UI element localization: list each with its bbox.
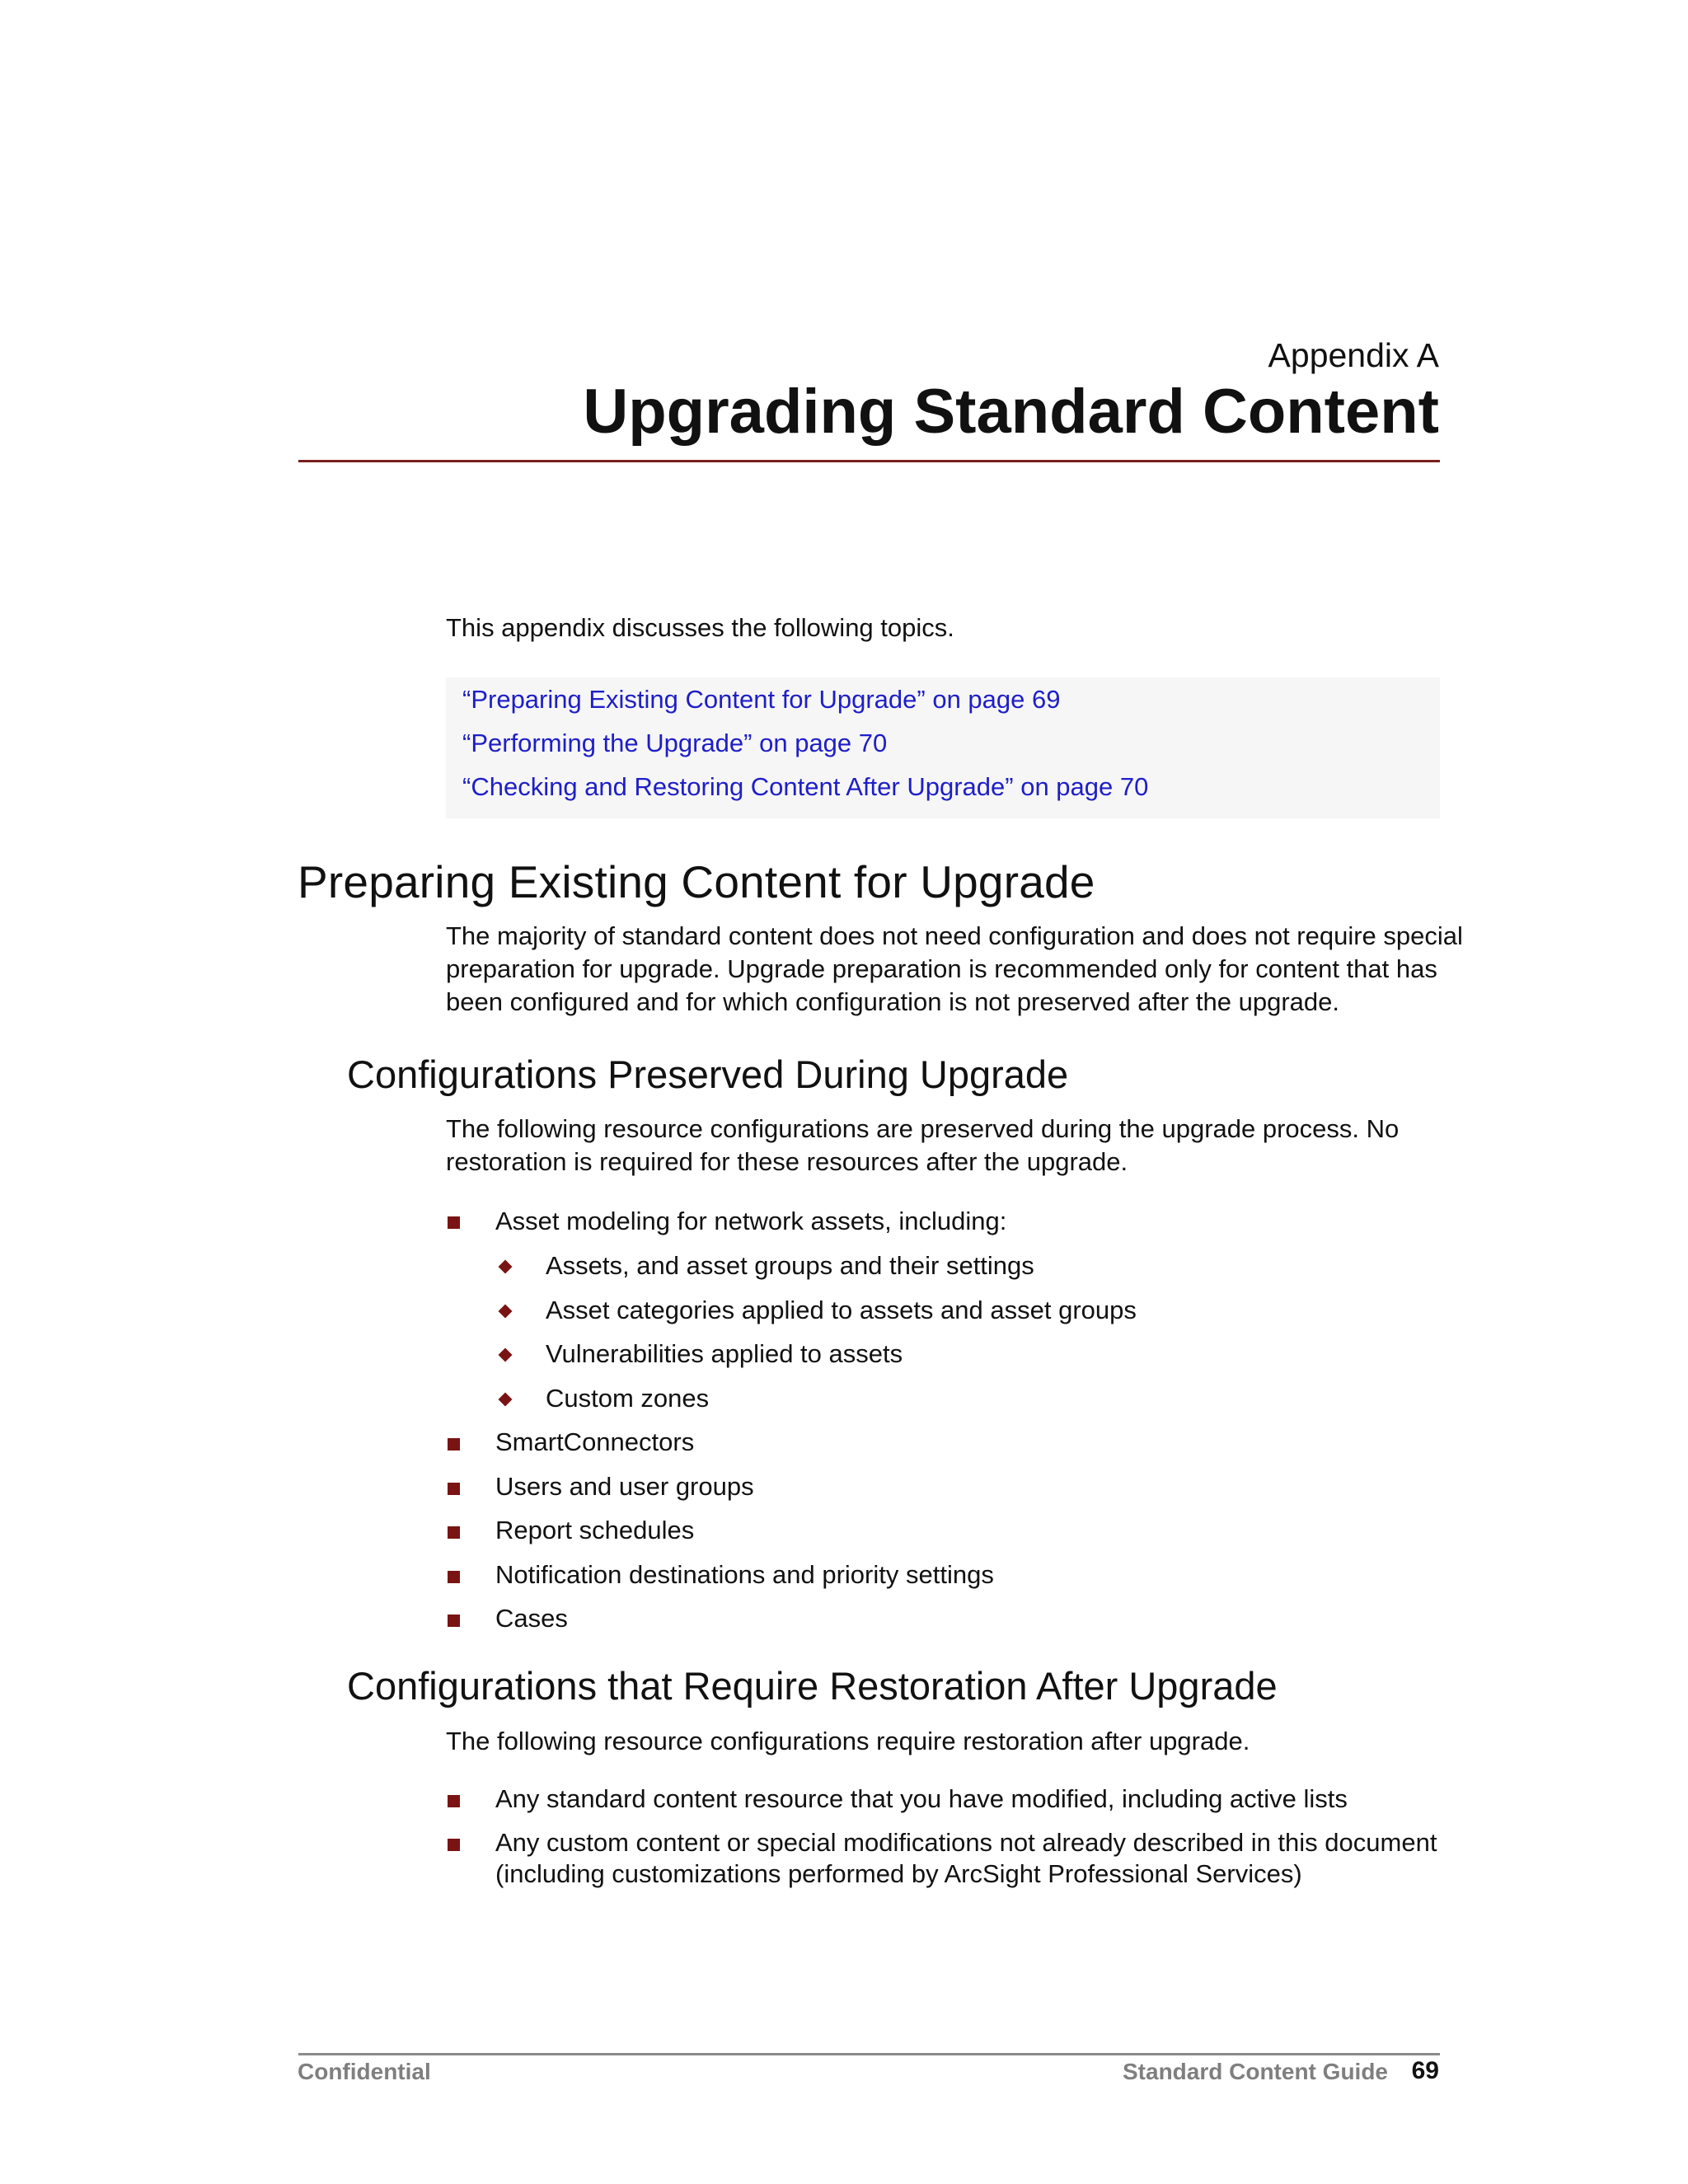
subsection-heading-preserved: Configurations Preserved During Upgrade: [347, 1052, 1069, 1096]
list-item: Cases: [495, 1604, 568, 1633]
footer-rule: [298, 2053, 1440, 2055]
section1-body-line: been configured and for which configuration is not preserved after the upgrade.: [446, 987, 1339, 1016]
square-bullet-icon: [448, 1438, 460, 1451]
square-bullet-icon: [448, 1615, 460, 1627]
list-item: Asset modeling for network assets, including:: [495, 1207, 1007, 1235]
list-item-continuation: (including customizations performed by ArcSight Professional Services): [495, 1859, 1302, 1888]
list-item: Notification destinations and priority settings: [495, 1560, 994, 1589]
sub-list-item: Custom zones: [546, 1384, 710, 1413]
sub-list-item: Asset categories applied to assets and asset groups: [546, 1296, 1137, 1324]
square-bullet-icon: [448, 1571, 460, 1583]
diamond-bullet-icon: [499, 1305, 513, 1319]
topic-link-performing[interactable]: “Performing the Upgrade” on page 70: [462, 729, 888, 757]
chapter-title: Upgrading Standard Content: [583, 377, 1439, 447]
square-bullet-icon: [448, 1526, 460, 1539]
section2-body-line: The following resource configurations are preserved during the upgrade process. No: [446, 1114, 1400, 1143]
topic-link-checking[interactable]: “Checking and Restoring Content After Upgrade” on page 70: [462, 772, 1149, 801]
square-bullet-icon: [448, 1216, 460, 1229]
diamond-bullet-icon: [499, 1260, 513, 1274]
intro-text: This appendix discusses the following topics.: [446, 613, 954, 642]
list-item: Report schedules: [495, 1516, 695, 1544]
diamond-bullet-icon: [499, 1348, 513, 1362]
square-bullet-icon: [448, 1795, 460, 1807]
list-item: Any custom content or special modifications not already described in this document: [495, 1828, 1437, 1857]
section1-body-line: preparation for upgrade. Upgrade preparation is recommended only for content that has: [446, 954, 1437, 983]
section1-body-line: The majority of standard content does not need configuration and does not require special: [446, 921, 1463, 950]
section3-body: The following resource configurations require restoration after upgrade.: [446, 1727, 1250, 1755]
subsection-heading-restoration: Configurations that Require Restoration After Upgrade: [347, 1664, 1278, 1708]
title-rule: [298, 460, 1440, 462]
list-item: Any standard content resource that you have modified, including active lists: [495, 1784, 1348, 1813]
topic-link-preparing[interactable]: “Preparing Existing Content for Upgrade” on page 69: [462, 685, 1061, 714]
square-bullet-icon: [448, 1839, 460, 1851]
diamond-bullet-icon: [499, 1393, 513, 1407]
footer-guide-title: Standard Content Guide: [1123, 2059, 1388, 2084]
footer-confidential: Confidential: [298, 2059, 431, 2084]
section-heading-preparing: Preparing Existing Content for Upgrade: [298, 856, 1095, 907]
page-number: 69: [1411, 2057, 1439, 2084]
topics-box: [446, 677, 1440, 818]
square-bullet-icon: [448, 1483, 460, 1495]
list-item: Users and user groups: [495, 1472, 754, 1501]
list-item: SmartConnectors: [495, 1427, 695, 1456]
section2-body-line: restoration is required for these resources after the upgrade.: [446, 1147, 1128, 1176]
sub-list-item: Vulnerabilities applied to assets: [546, 1339, 903, 1368]
sub-list-item: Assets, and asset groups and their settings: [546, 1251, 1034, 1280]
appendix-label: Appendix A: [1268, 336, 1439, 374]
